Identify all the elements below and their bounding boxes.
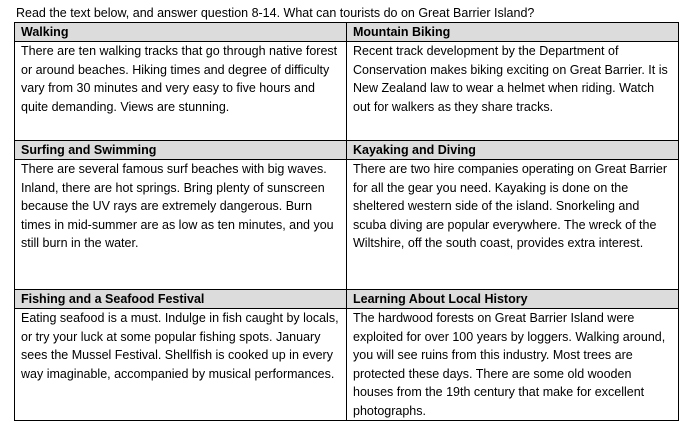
table-row [15,309,679,421]
section-text-mountain-biking [347,42,679,141]
section-title-history: Learning About Local History [347,290,679,309]
section-title-walking: Walking [15,23,347,42]
surfing-text: There are several famous surf beaches with big waves. Inland, there are hot springs. Bring plenty of sunscreen because the UV rays are extremely dangerous. Burn times in mid-summer are as low as ten minutes, and you still burn in the water. [21,162,334,250]
section-title-fishing: Fishing and a Seafood Festival [15,290,347,309]
section-title-surfing: Surfing and Swimming [15,141,347,160]
kayaking-text: There are two hire companies operating on Great Barrier for all the gear you need. Kayaking is done on the sheltered western side of the island. Snorkeling and scuba diving are popular everywhere. The wreck of the Wiltshire, off the south coast, provides extra interest. [353,162,668,250]
section-text-walking [15,42,347,141]
table-header-row [15,141,679,160]
table-header-row [15,290,679,309]
section-title-mountain-biking: Mountain Biking [347,23,679,42]
intro-instruction: Read the text below, and answer question 8-14. What can tourists do on Great Barrier Island? [16,6,535,20]
walking-text: There are ten walking tracks that go through native forest or around beaches. Hiking times and degree of difficulty vary from 30 minutes and very easy to five hours and quite demanding. Views are stunning. [21,44,338,114]
table-row [15,42,679,141]
table-row [15,160,679,290]
fishing-text: Eating seafood is a must. Indulge in fish caught by locals, or try your luck at some popular fishing spots. January sees the Mussel Festival. Shellfish is cooked up in every way imaginable, accompanied by musical performances. [21,311,339,381]
section-text-history [347,309,679,421]
section-text-surfing [15,160,347,290]
table-header-row [15,23,679,42]
section-text-fishing [15,309,347,421]
history-text: The hardwood forests on Great Barrier Island were exploited for over 100 years by loggers. Walking around, you will see ruins from this industry. Most trees are protected these days. There are some old wooden houses from the 19th century that make for excellent photographs. [353,311,666,418]
section-text-kayaking [347,160,679,290]
activities-table [14,22,679,421]
section-title-kayaking: Kayaking and Diving [347,141,679,160]
mountain-biking-text: Recent track development by the Department of Conservation makes biking exciting on Great Barrier. It is New Zealand law to wear a helmet when riding. Watch out for walkers as they share tracks. [353,44,668,114]
